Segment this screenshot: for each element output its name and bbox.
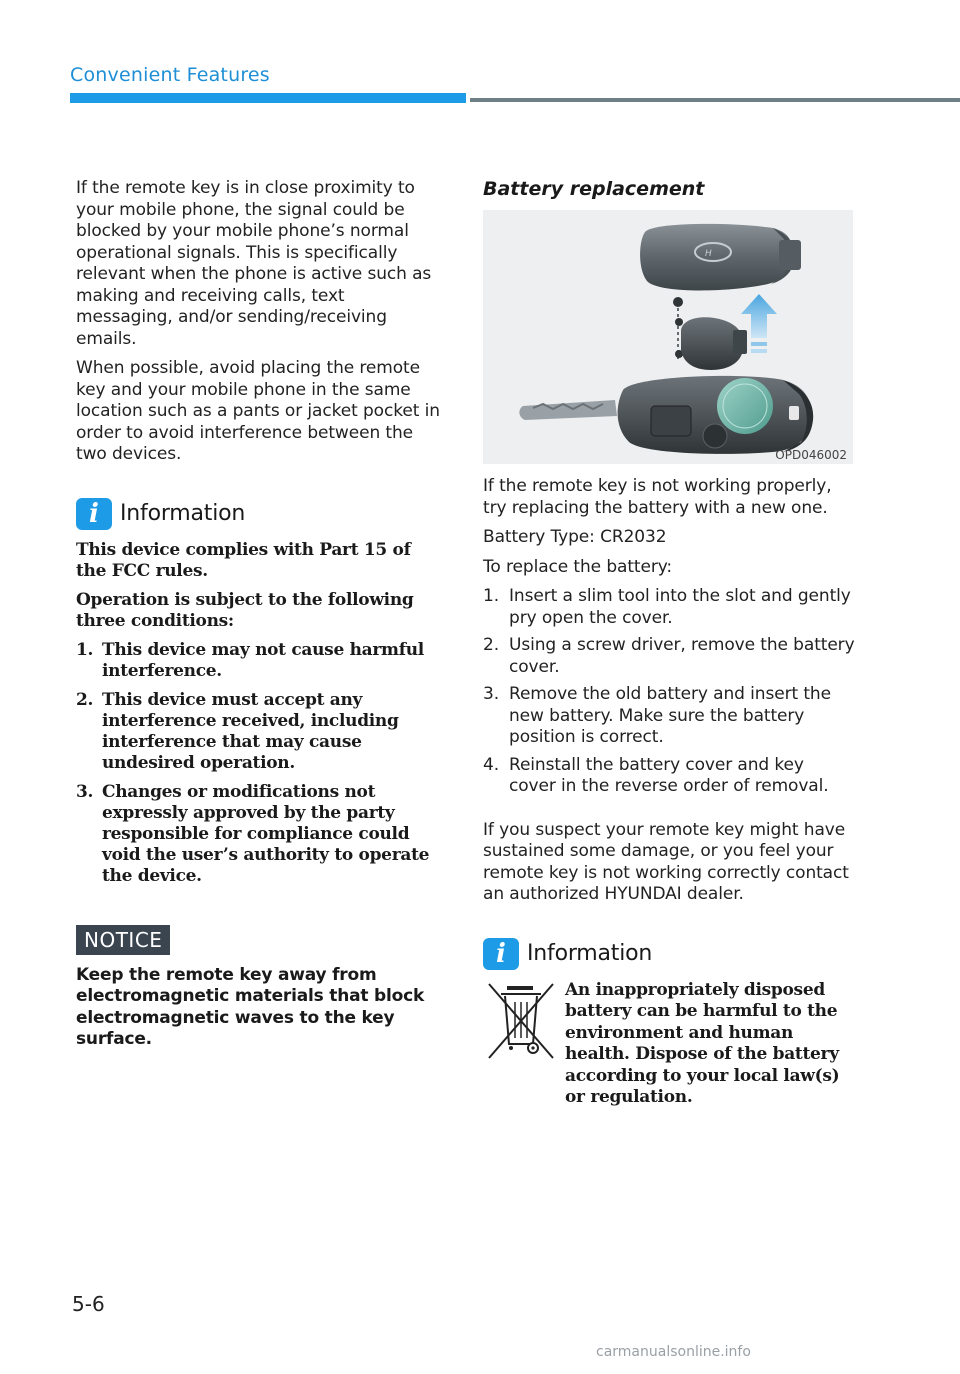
list-item-text: Insert a slim tool into the slot and gently pry open the cover. — [509, 586, 851, 628]
fcc-paragraph: This device complies with Part 15 of the FCC rules. — [76, 539, 411, 581]
list-item-number: 1. — [76, 639, 94, 660]
figure-code: OPD046002 — [775, 448, 847, 462]
list-item — [483, 755, 855, 798]
notice-text: Keep the remote key away from electromagnetic materials that block electromagnetic waves to the key surface. — [76, 964, 425, 1049]
list-item-text: Reinstall the battery cover and key cover in the reverse order of removal. — [509, 754, 829, 796]
list-item-number: 4. — [483, 754, 500, 775]
list-item-number: 3. — [483, 684, 500, 704]
info-title: Information — [527, 941, 653, 966]
list-item-text: Remove the old battery and insert the new battery. Make sure the battery position is correct. — [509, 684, 831, 747]
list-item — [76, 690, 442, 774]
paragraph-not-working: If the remote key is not working properly, try replacing the battery with a new one. — [483, 476, 832, 518]
disposal-text: An inappropriately disposed battery can be harmful to the environment and human health. Dispose of the battery according to your local law(s) or regulation. — [565, 979, 840, 1107]
conditions-paragraph: Operation is subject to the following three conditions: — [76, 589, 414, 631]
list-item-number: 1. — [483, 586, 500, 606]
replace-intro: To replace the battery: — [483, 556, 673, 577]
notice-badge: NOTICE — [76, 925, 170, 955]
list-item-number: 3. — [76, 781, 94, 802]
conditions-list — [76, 640, 442, 887]
disposal-notice — [483, 980, 855, 1109]
crossed-out-bin-icon — [483, 978, 563, 1069]
section-title: Battery replacement — [483, 178, 705, 200]
battery-type: Battery Type: CR2032 — [483, 527, 667, 547]
list-item — [76, 782, 442, 887]
page-number: 5-6 — [72, 1292, 105, 1316]
info-header — [76, 498, 442, 530]
header-rule — [470, 98, 960, 102]
remote-key-exploded-icon — [483, 210, 853, 464]
watermark: carmanualsonline.info — [596, 1344, 751, 1360]
info-title: Information — [120, 501, 246, 526]
right-column — [483, 178, 855, 1109]
list-item-text: Using a screw driver, remove the battery cover. — [509, 635, 855, 677]
battery-replacement-illustration — [483, 210, 853, 464]
info-header — [483, 938, 855, 970]
paragraph-proximity: If the remote key is in close proximity to your mobile phone, the signal could be blocked by your mobile phone’s normal operational signals. This is specifically relevant when the phone is active such as making and receiving calls, text messaging, and/or sending/receiving emails. — [76, 178, 432, 349]
list-item-number: 2. — [76, 689, 94, 710]
list-item-text: This device may not cause harmful interference. — [102, 639, 424, 681]
list-item-number: 2. — [483, 635, 500, 655]
section-header-title: Convenient Features — [70, 64, 270, 86]
list-item — [483, 635, 855, 678]
header-accent-bar — [70, 93, 466, 103]
paragraph-placement: When possible, avoid placing the remote key and your mobile phone in the same location such as a pants or jacket pocket in order to avoid interference between the two devices. — [76, 358, 440, 464]
replacement-steps — [483, 586, 855, 798]
list-item — [76, 640, 442, 682]
list-item-text: This device must accept any interference received, including interference that may cause undesired operation. — [102, 689, 399, 773]
left-column — [76, 178, 442, 1051]
list-item — [483, 684, 855, 749]
info-icon: i — [76, 498, 112, 530]
svg-text:H: H — [705, 249, 712, 259]
paragraph-dealer: If you suspect your remote key might have sustained some damage, or you feel your remote key is not working correctly contact an authorized HYUNDAI dealer. — [483, 819, 849, 904]
info-icon: i — [483, 938, 519, 970]
list-item — [483, 586, 855, 629]
list-item-text: Changes or modifications not expressly approved by the party responsible for compliance could void the user’s authority to operate the device. — [102, 781, 430, 886]
